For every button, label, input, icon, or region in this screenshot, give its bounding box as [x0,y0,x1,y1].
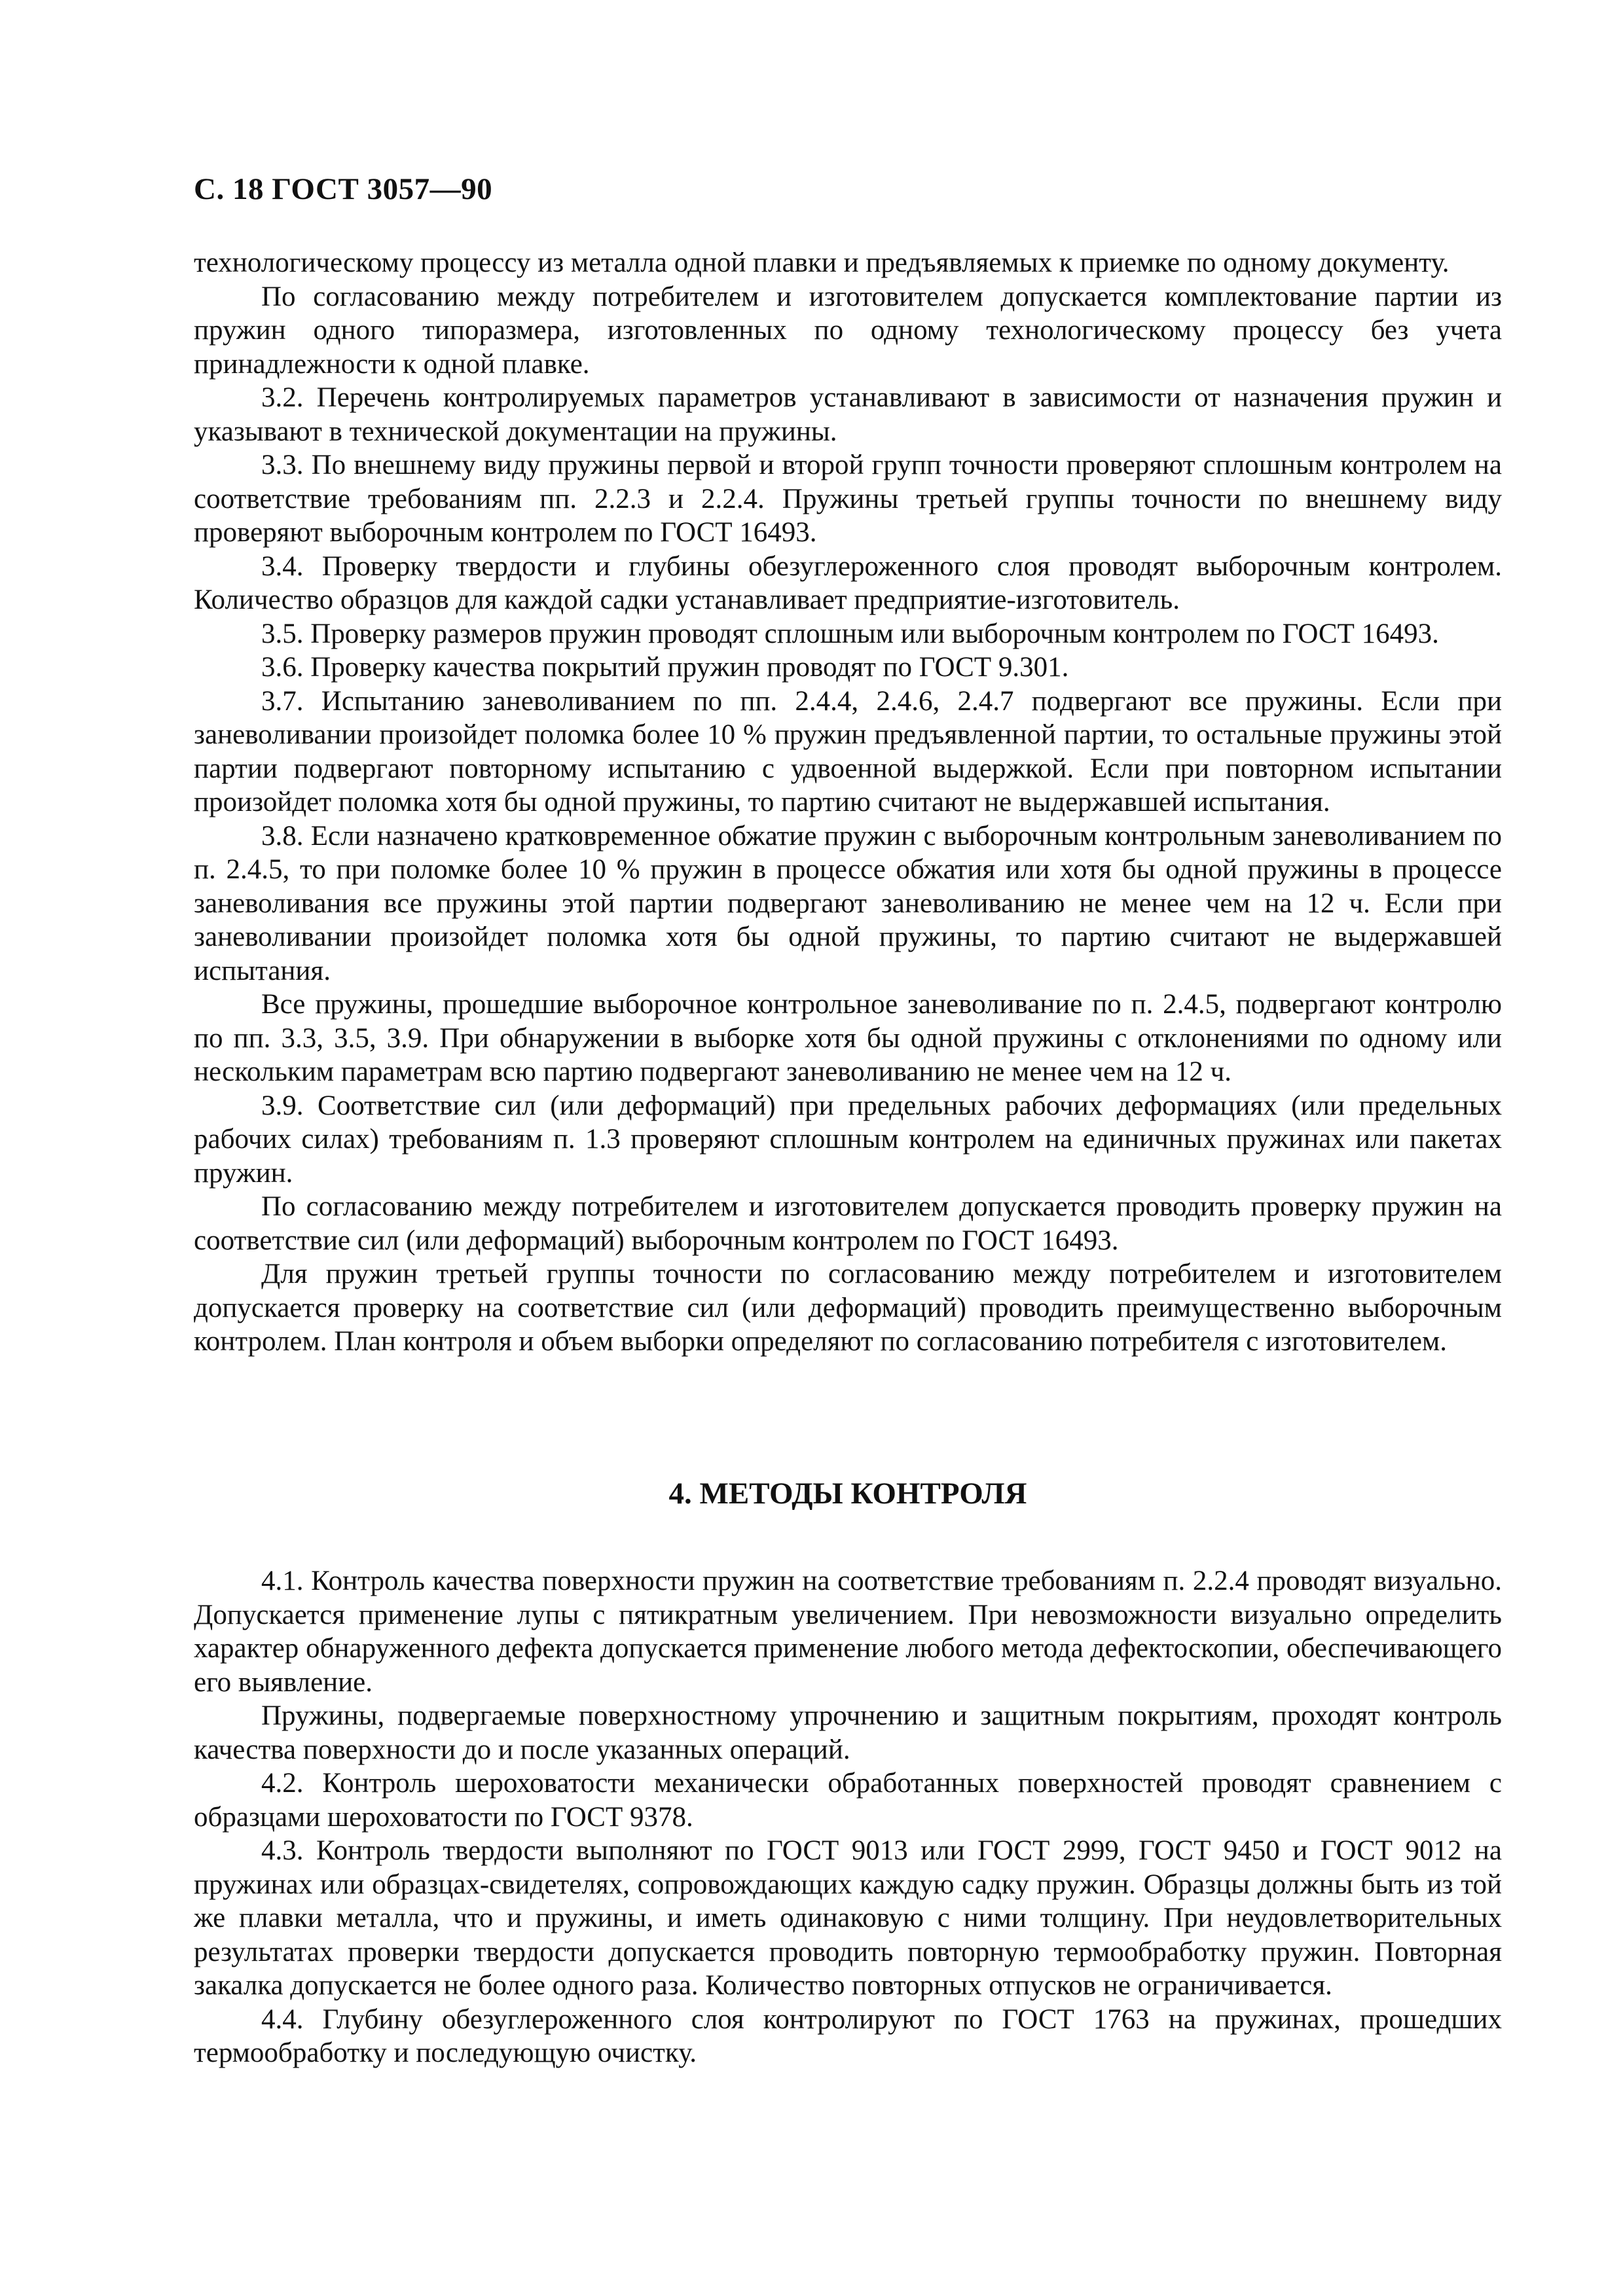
paragraph: Пружины, подвергаемые поверхностному упрочнению и защитным покрытиям, проходят контроль качества поверхности до и после указанных операций. [194,1700,1502,1765]
paragraph: Все пружины, прошедшие выборочное контрольное заневоливание по п. 2.4.5, подвергают контролю по пп. 3.3, 3.5, 3.9. При обнаружении в выборке хотя бы одной пружины с отклонениями по одному или нескольким параметрам всю партию подвергают заневоливанию не менее чем на 12 ч. [194,989,1502,1087]
paragraph-4-4: 4.4. Глубину обезуглероженного слоя контролируют по ГОСТ 1763 на пружинах, прошедших термообработку и последующую очистку. [194,2003,1502,2068]
paragraph-3-5: 3.5. Проверку размеров пружин проводят сплошным или выборочным контролем по ГОСТ 16493. [261,618,1439,649]
paragraph-3-6: 3.6. Проверку качества покрытий пружин проводят по ГОСТ 9.301. [261,652,1069,683]
paragraph-3-4: 3.4. Проверку твердости и глубины обезуглероженного слоя проводят выборочным контролем. Количество образцов для каждой садки устанавливает предприятие-изготовитель. [194,550,1502,615]
paragraph-4-3: 4.3. Контроль твердости выполняют по ГОСТ 9013 или ГОСТ 2999, ГОСТ 9450 и ГОСТ 9012 на пружинах или образцах-свидетелях, сопровождающих каждую садку пружин. Образцы должны быть из той же плавки металла, что и пружины, и иметь одинаковую с ними толщину. При неудовлетворительных результатах проверки твердости допускается проводить повторную термообработку пружин. Повторная закалка допускается не более одного раза. Количество повторных отпусков не ограничивается. [194,1835,1502,2001]
paragraph-3-8: 3.8. Если назначено кратковременное обжатие пружин с выборочным контрольным заневоливанием по п. 2.4.5, то при поломке более 10 % пружин в процессе обжатия или хотя бы одной пружины в процессе заневоливания все пружины этой партии подвергают заневоливанию не менее чем на 12 ч. Если при заневоливании произойдет поломка хотя бы одной пружины, то партию считают не выдержавшей испытания. [194,820,1502,986]
paragraph-3-9: 3.9. Соответствие сил (или деформаций) при предельных рабочих деформациях (или предельных рабочих силах) требованиям п. 1.3 проверяют сплошным контролем на единичных пружинах или пакетах пружин. [194,1090,1502,1189]
section-title: 4. МЕТОДЫ КОНТРОЛЯ [668,1477,1027,1511]
paragraph-4-2: 4.2. Контроль шероховатости механически обработанных поверхностей проводят сравнением с образцами шероховатости по ГОСТ 9378. [194,1768,1502,1833]
paragraph-4-1: 4.1. Контроль качества поверхности пружин на соответствие требованиям п. 2.2.4 проводят визуально. Допускается применение лупы с пятикратным увеличением. При невозможности визуально определить характер обнаруженного дефекта допускается применение любого метода дефектоскопии, обеспечивающего его выявление. [194,1566,1502,1698]
paragraph-3-2: 3.2. Перечень контролируемых параметров устанавливают в зависимости от назначения пружин и указывают в технической документации на пружины. [194,382,1502,447]
paragraph: По согласованию между потребителем и изготовителем допускается комплектование партии из пружин одного типоразмера, изготовленных по одному технологическому процессу без учета принадлежности к одной плавке. [194,281,1502,380]
section-3-text [194,246,1502,1359]
paragraph: технологическому процессу из металла одной плавки и предъявляемых к приемке по одному документу. [194,247,1450,278]
page-header: С. 18 ГОСТ 3057—90 [194,172,493,206]
paragraph-3-7: 3.7. Испытанию заневоливанием по пп. 2.4.4, 2.4.6, 2.4.7 подвергают все пружины. Если при заневоливании произойдет поломка более 10 % пружин предъявленной партии, то остальные пружины этой партии подвергают повторному испытанию с удвоенной выдержкой. Если при повторном испытании произойдет поломка хотя бы одной пружины, то партию считают не выдержавшей испытания. [194,685,1502,817]
paragraph: Для пружин третьей группы точности по согласованию между потребителем и изготовителем допускается проверку на соответствие сил (или деформаций) проводить преимущественно выборочным контролем. План контроля и объем выборки определяют по согласованию потребителя с изготовителем. [194,1259,1502,1357]
section-4-text [194,1564,1502,2070]
paragraph: По согласованию между потребителем и изготовителем допускается проводить проверку пружин на соответствие сил (или деформаций) выборочным контролем по ГОСТ 16493. [194,1191,1502,1256]
paragraph-3-3: 3.3. По внешнему виду пружины первой и второй групп точности проверяют сплошным контролем на соответствие требованиям пп. 2.2.3 и 2.2.4. Пружины третьей группы точности по внешнему виду проверяют выборочным контролем по ГОСТ 16493. [194,450,1502,548]
